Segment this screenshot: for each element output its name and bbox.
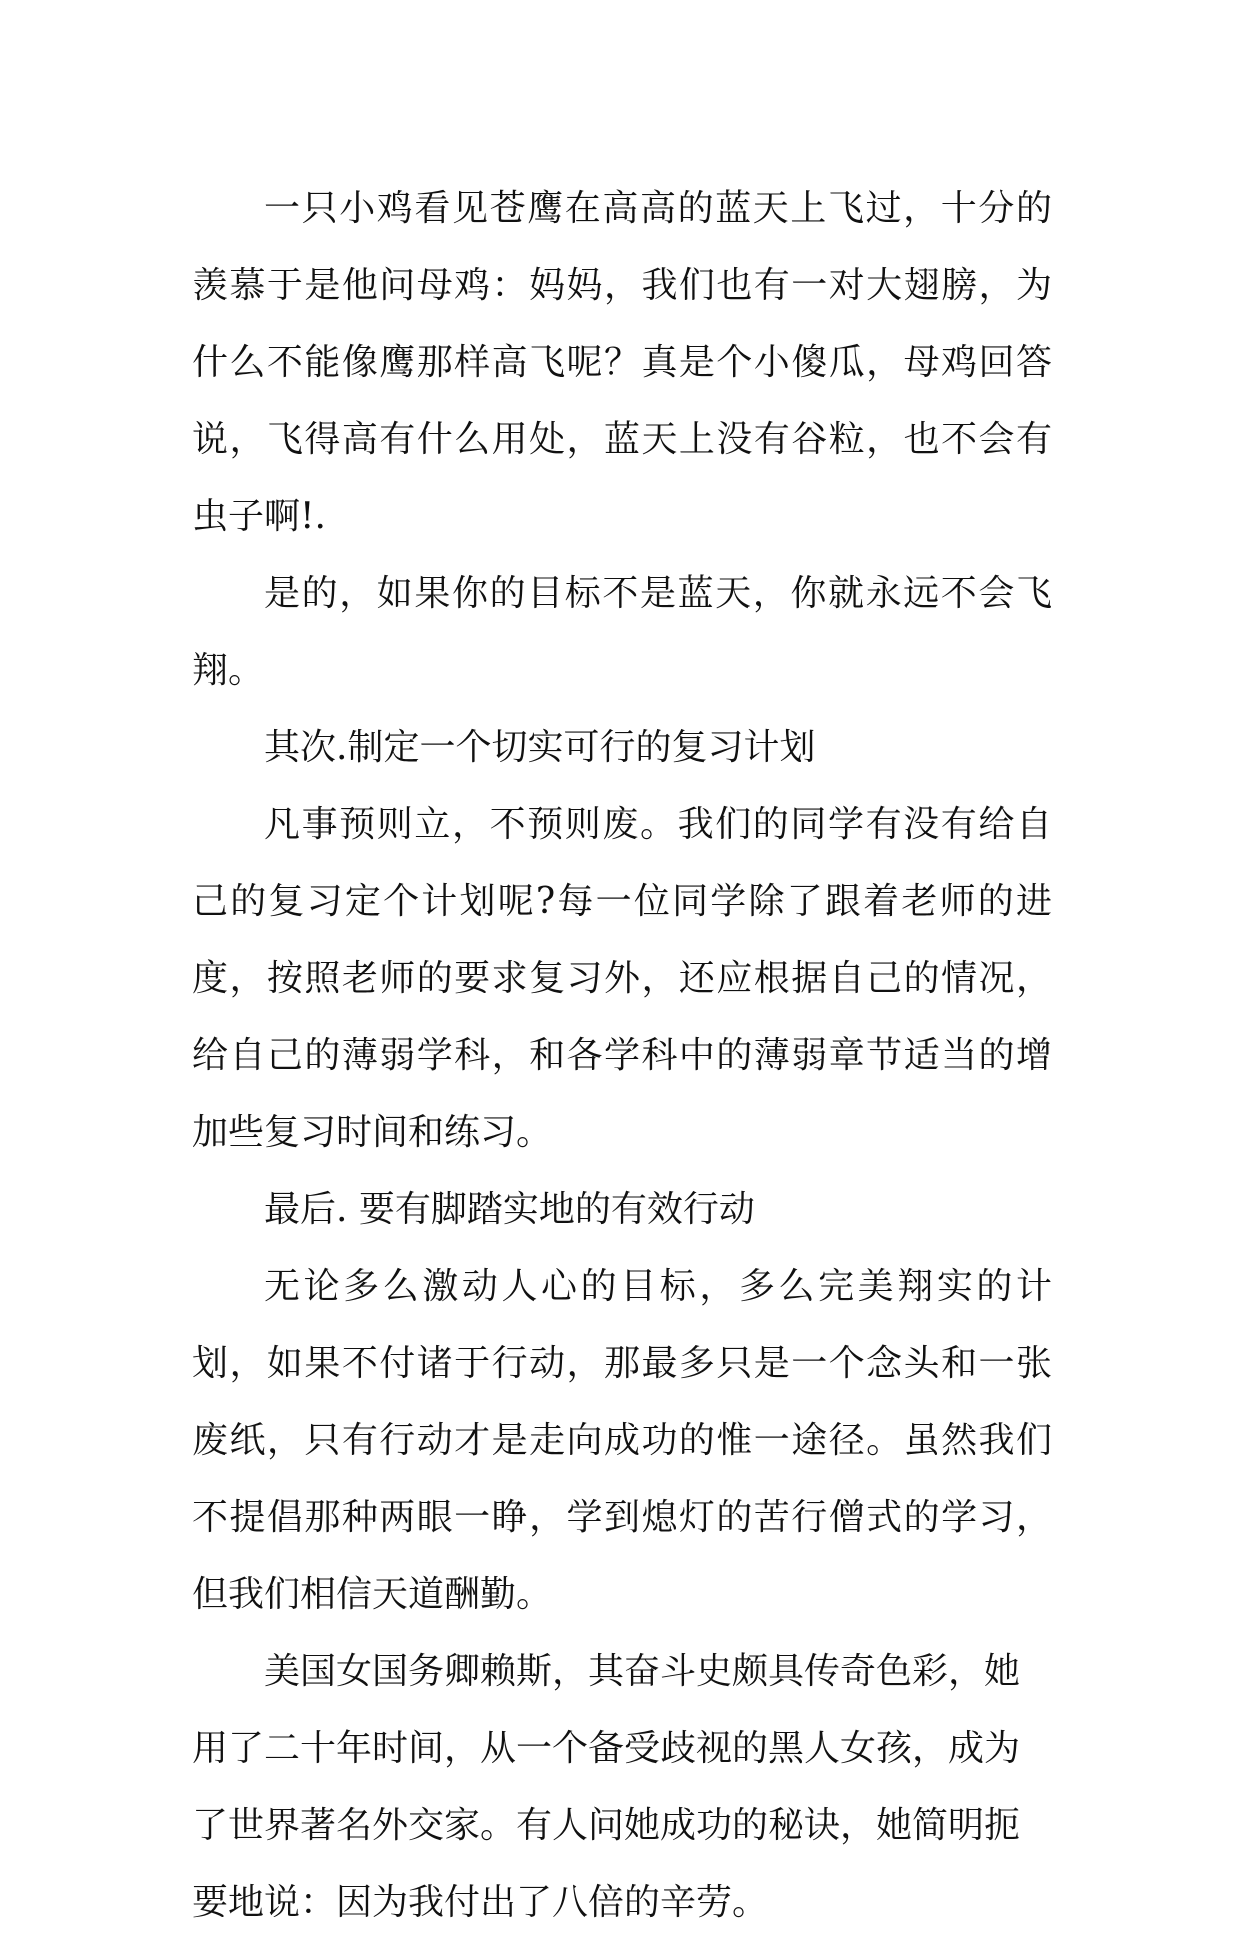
paragraph-plan: 凡事预则立，不预则废。我们的同学有没有给自己的复习定个计划呢?每一位同学除了跟着老师的进度，按照老师的要求复习外，还应根据自己的情况，给自己的薄弱学科，和各学科中的薄弱章节适当的增加些复习时间和练习。 [192,804,1052,1153]
heading-second-plan: 其次.制定一个切实可行的复习计划 [264,727,816,768]
paragraph-rice-story: 美国女国务卿赖斯，其奋斗史颇具传奇色彩，她用了二十年时间，从一个备受歧视的黑人女孩，成为了世界著名外交家。有人问她成功的秘诀，她简明扼要地说：因为我付出了八倍的辛劳。 [192,1651,1021,1923]
heading-last-action: 最后. 要有脚踏实地的有效行动 [264,1189,755,1230]
paragraph-goal-sky: 是的，如果你的目标不是蓝天，你就永远不会飞翔。 [192,573,1052,691]
paragraph-action: 无论多么激动人心的目标，多么完美翔实的计划，如果不付诸于行动，那最多只是一个念头和一张废纸，只有行动才是走向成功的惟一途径。虽然我们不提倡那种两眼一睁，学到熄灯的苦行僧式的学习，但我们相信天道酬勤。 [192,1266,1052,1615]
paragraph-chick-story: 一只小鸡看见苍鹰在高高的蓝天上飞过，十分的羡慕于是他问母鸡：妈妈，我们也有一对大翅膀，为什么不能像鹰那样高飞呢？真是个小傻瓜，母鸡回答说，飞得高有什么用处，蓝天上没有谷粒，也不会有虫子啊!. [192,188,1052,537]
document-body [192,170,1052,1941]
